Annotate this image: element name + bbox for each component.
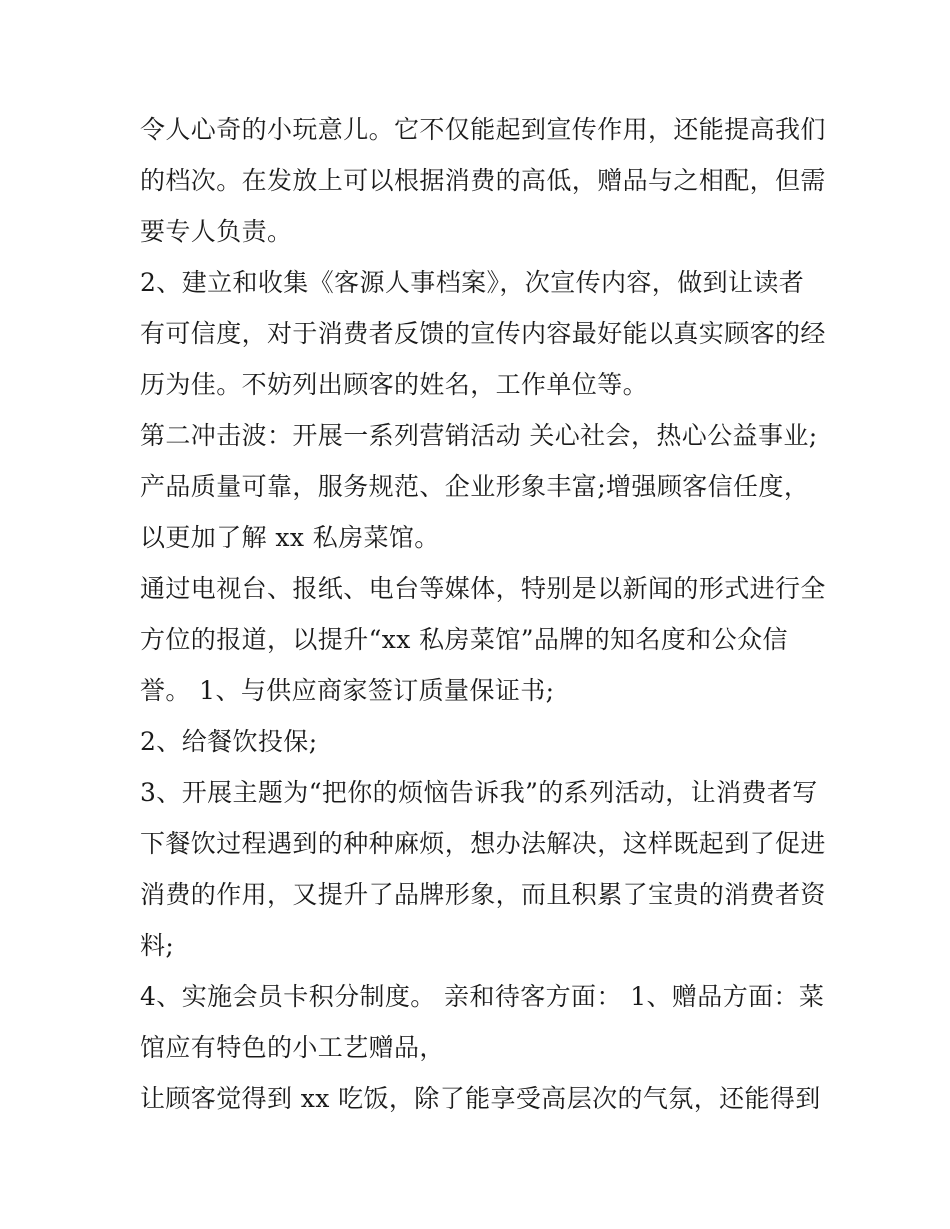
text-line: 让顾客觉得到 xx 吃饭，除了能享受高层次的气氛，还能得到 <box>140 1084 821 1113</box>
text-line: 2、给餐饮投保; <box>140 727 318 756</box>
text-line: 下餐饮过程遇到的种种麻烦，想办法解决，这样既起到了促进 <box>140 829 826 858</box>
text-line: 以更加了解 xx 私房菜馆。 <box>140 523 440 552</box>
text-line: 誉。 1、与供应商家签订质量保证书; <box>140 676 555 705</box>
text-line: 料; <box>140 931 175 960</box>
text-line: 方位的报道，以提升“xx 私房菜馆”品牌的知名度和公众信 <box>140 625 788 654</box>
text-line: 4、实施会员卡积分制度。 亲和待客方面： 1、赠品方面：菜 <box>140 982 825 1011</box>
text-line: 2、建立和收集《客源人事档案》，次宣传内容，做到让读者 <box>140 268 805 297</box>
text-line: 要专人负责。 <box>140 217 293 246</box>
text-line: 馆应有特色的小工艺赠品， <box>140 1033 445 1062</box>
text-line: 历为佳。不妨列出顾客的姓名，工作单位等。 <box>140 370 649 399</box>
text-line: 消费的作用，又提升了品牌形象，而且积累了宝贵的消费者资 <box>140 880 826 909</box>
text-line: 产品质量可靠，服务规范、企业形象丰富;增强顾客信任度， <box>140 472 810 501</box>
text-line: 第二冲击波：开展一系列营销活动 关心社会，热心公益事业; <box>140 421 818 450</box>
text-line: 的档次。在发放上可以根据消费的高低，赠品与之相配，但需 <box>140 166 826 195</box>
text-line: 令人心奇的小玩意儿。它不仅能起到宣传作用，还能提高我们 <box>140 115 826 144</box>
document-body <box>140 108 826 1128</box>
text-line: 有可信度，对于消费者反馈的宣传内容最好能以真实顾客的经 <box>140 319 826 348</box>
text-line: 3、开展主题为“把你的烦恼告诉我”的系列活动，让消费者写 <box>140 778 818 807</box>
text-line: 通过电视台、报纸、电台等媒体，特别是以新闻的形式进行全 <box>140 574 826 603</box>
